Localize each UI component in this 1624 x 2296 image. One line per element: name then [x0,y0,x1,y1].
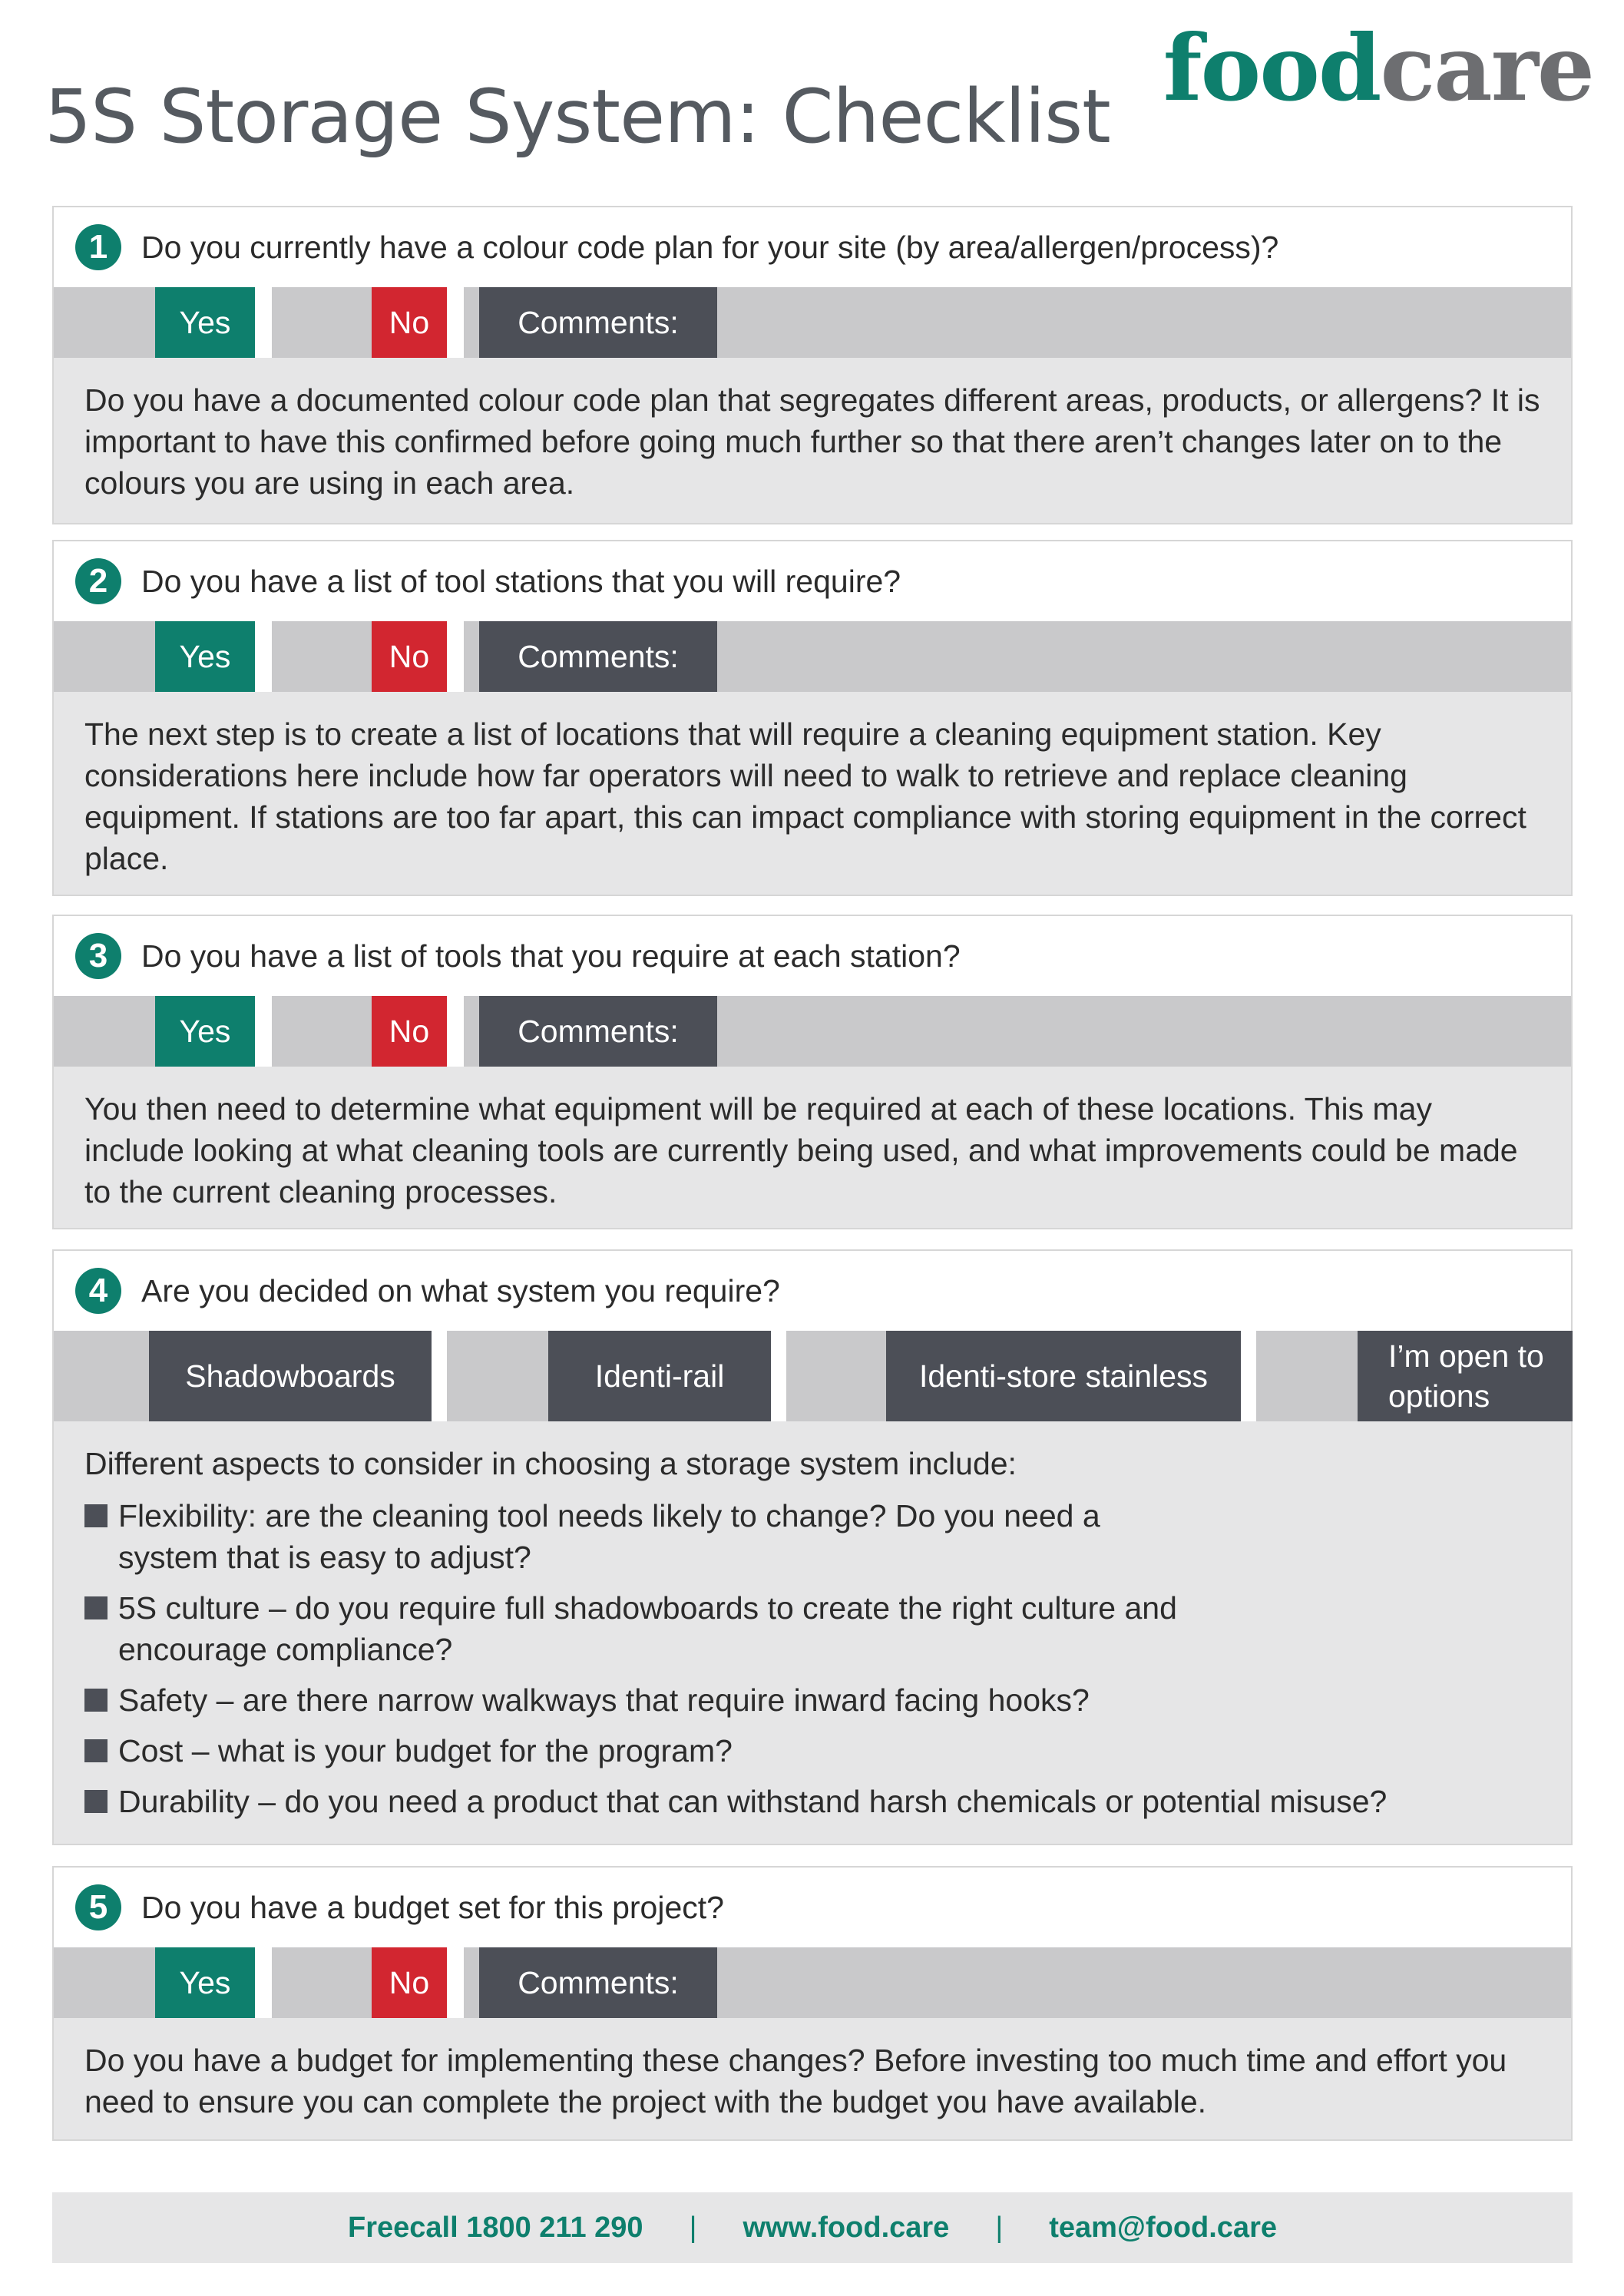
list-item-text: Flexibility: are the cleaning tool needs likely to change? Do you need a system that is easy to adjust? [118,1498,1100,1575]
yes-button[interactable]: Yes [155,996,255,1067]
question-header [54,1251,1571,1331]
list-item-text: Cost – what is your budget for the program? [118,1733,733,1768]
freecall-phone[interactable]: Freecall 1800 211 290 [348,2211,643,2244]
no-button[interactable]: No [372,621,447,692]
no-checkbox[interactable] [272,996,372,1067]
question-number-badge: 5 [75,1884,121,1930]
question-description: You then need to determine what equipment will be required at each of these locations. This may include looking at what cleaning tools are currently being used, and what improvements could be made to the current cleaning processes. [54,1067,1571,1228]
divider [447,1947,464,2018]
yes-checkbox[interactable] [54,287,155,358]
email-link[interactable]: team@food.care [1049,2211,1277,2244]
question-1-section [52,206,1573,524]
list-item [84,1781,1540,1822]
question-header [54,916,1571,996]
bullet-square-icon [84,1596,107,1619]
question-header [54,1868,1571,1947]
answer-bar [54,287,1571,358]
comments-field[interactable]: Comments: [479,996,717,1067]
divider [255,1947,272,2018]
yes-button[interactable]: Yes [155,621,255,692]
list-item-text: Durability – do you need a product that can withstand harsh chemicals or potential misuse? [118,1784,1388,1819]
divider [771,1331,786,1421]
option-identi-store-stainless[interactable]: Identi-store stainless [886,1331,1241,1421]
question-description [54,1421,1571,1844]
list-item [84,1495,1540,1578]
page-title: 5S Storage System: Checklist [45,74,1110,160]
answer-bar [54,621,1571,692]
bullet-square-icon [84,1689,107,1712]
divider [447,996,464,1067]
no-button[interactable]: No [372,287,447,358]
yes-checkbox[interactable] [54,1947,155,2018]
question-3-section [52,915,1573,1229]
divider [255,621,272,692]
option-shadowboards[interactable]: Shadowboards [149,1331,432,1421]
foodcare-logo [1163,15,1593,121]
yes-button[interactable]: Yes [155,287,255,358]
question-description: The next step is to create a list of locations that will require a cleaning equipment station. Key considerations here include how far operators will need to walk to retrieve and replace cleaning equipment. If stations are too far apart, this can impact compliance with storing equipment in the correct place. [54,692,1571,895]
yes-button[interactable]: Yes [155,1947,255,2018]
question-5-section [52,1866,1573,2141]
list-item [84,1679,1540,1721]
question-number-badge: 4 [75,1268,121,1314]
divider [255,287,272,358]
website-link[interactable]: www.food.care [743,2211,950,2244]
question-text: Do you have a list of tool stations that you will require? [141,563,901,599]
question-text: Are you decided on what system you require? [141,1272,780,1308]
question-header [54,541,1571,621]
question-number-badge: 2 [75,558,121,604]
no-checkbox[interactable] [272,1947,372,2018]
list-item-text: 5S culture – do you require full shadowboards to create the right culture and encourage compliance? [118,1590,1177,1667]
system-options-bar [54,1331,1571,1421]
question-text: Do you have a list of tools that you require at each station? [141,938,961,974]
list-item [84,1587,1540,1670]
question-2-section [52,540,1573,896]
question-header [54,207,1571,287]
option-identi-rail[interactable]: Identi-rail [548,1331,771,1421]
no-button[interactable]: No [372,996,447,1067]
answer-bar [54,1947,1571,2018]
no-checkbox[interactable] [272,287,372,358]
question-number-badge: 3 [75,933,121,979]
yes-checkbox[interactable] [54,621,155,692]
logo-care-text: care [1380,15,1593,121]
considerations-intro: Different aspects to consider in choosing a storage system include: [84,1446,1017,1481]
bullet-square-icon [84,1790,107,1813]
divider [1241,1331,1256,1421]
divider [255,996,272,1067]
comments-field[interactable]: Comments: [479,621,717,692]
logo-food-text: food [1163,15,1381,121]
comments-field[interactable]: Comments: [479,287,717,358]
option-open-to-options[interactable]: I’m open to options [1358,1331,1573,1421]
divider [432,1331,447,1421]
comments-field[interactable]: Comments: [479,1947,717,2018]
yes-checkbox[interactable] [54,996,155,1067]
question-4-section [52,1249,1573,1845]
question-description: Do you have a documented colour code plan that segregates different areas, products, or allergens? It is important to have this confirmed before going much further so that there aren’t changes later on to the colours you are using in each area. [54,358,1571,523]
list-item [84,1730,1540,1772]
question-text: Do you currently have a colour code plan for your site (by area/allergen/process)? [141,229,1279,265]
no-checkbox[interactable] [272,621,372,692]
bullet-square-icon [84,1504,107,1527]
question-text: Do you have a budget set for this project? [141,1889,724,1925]
no-button[interactable]: No [372,1947,447,2018]
divider [447,287,464,358]
footer-separator: | [689,2211,697,2244]
footer-separator: | [995,2211,1004,2244]
answer-bar [54,996,1571,1067]
considerations-list [84,1495,1540,1822]
list-item-text: Safety – are there narrow walkways that require inward facing hooks? [118,1682,1090,1718]
bullet-square-icon [84,1739,107,1762]
question-description: Do you have a budget for implementing these changes? Before investing too much time and effort you need to ensure you can complete the project with the budget you have available. [54,2018,1571,2139]
question-number-badge: 1 [75,224,121,270]
divider [447,621,464,692]
contact-footer [52,2192,1573,2263]
